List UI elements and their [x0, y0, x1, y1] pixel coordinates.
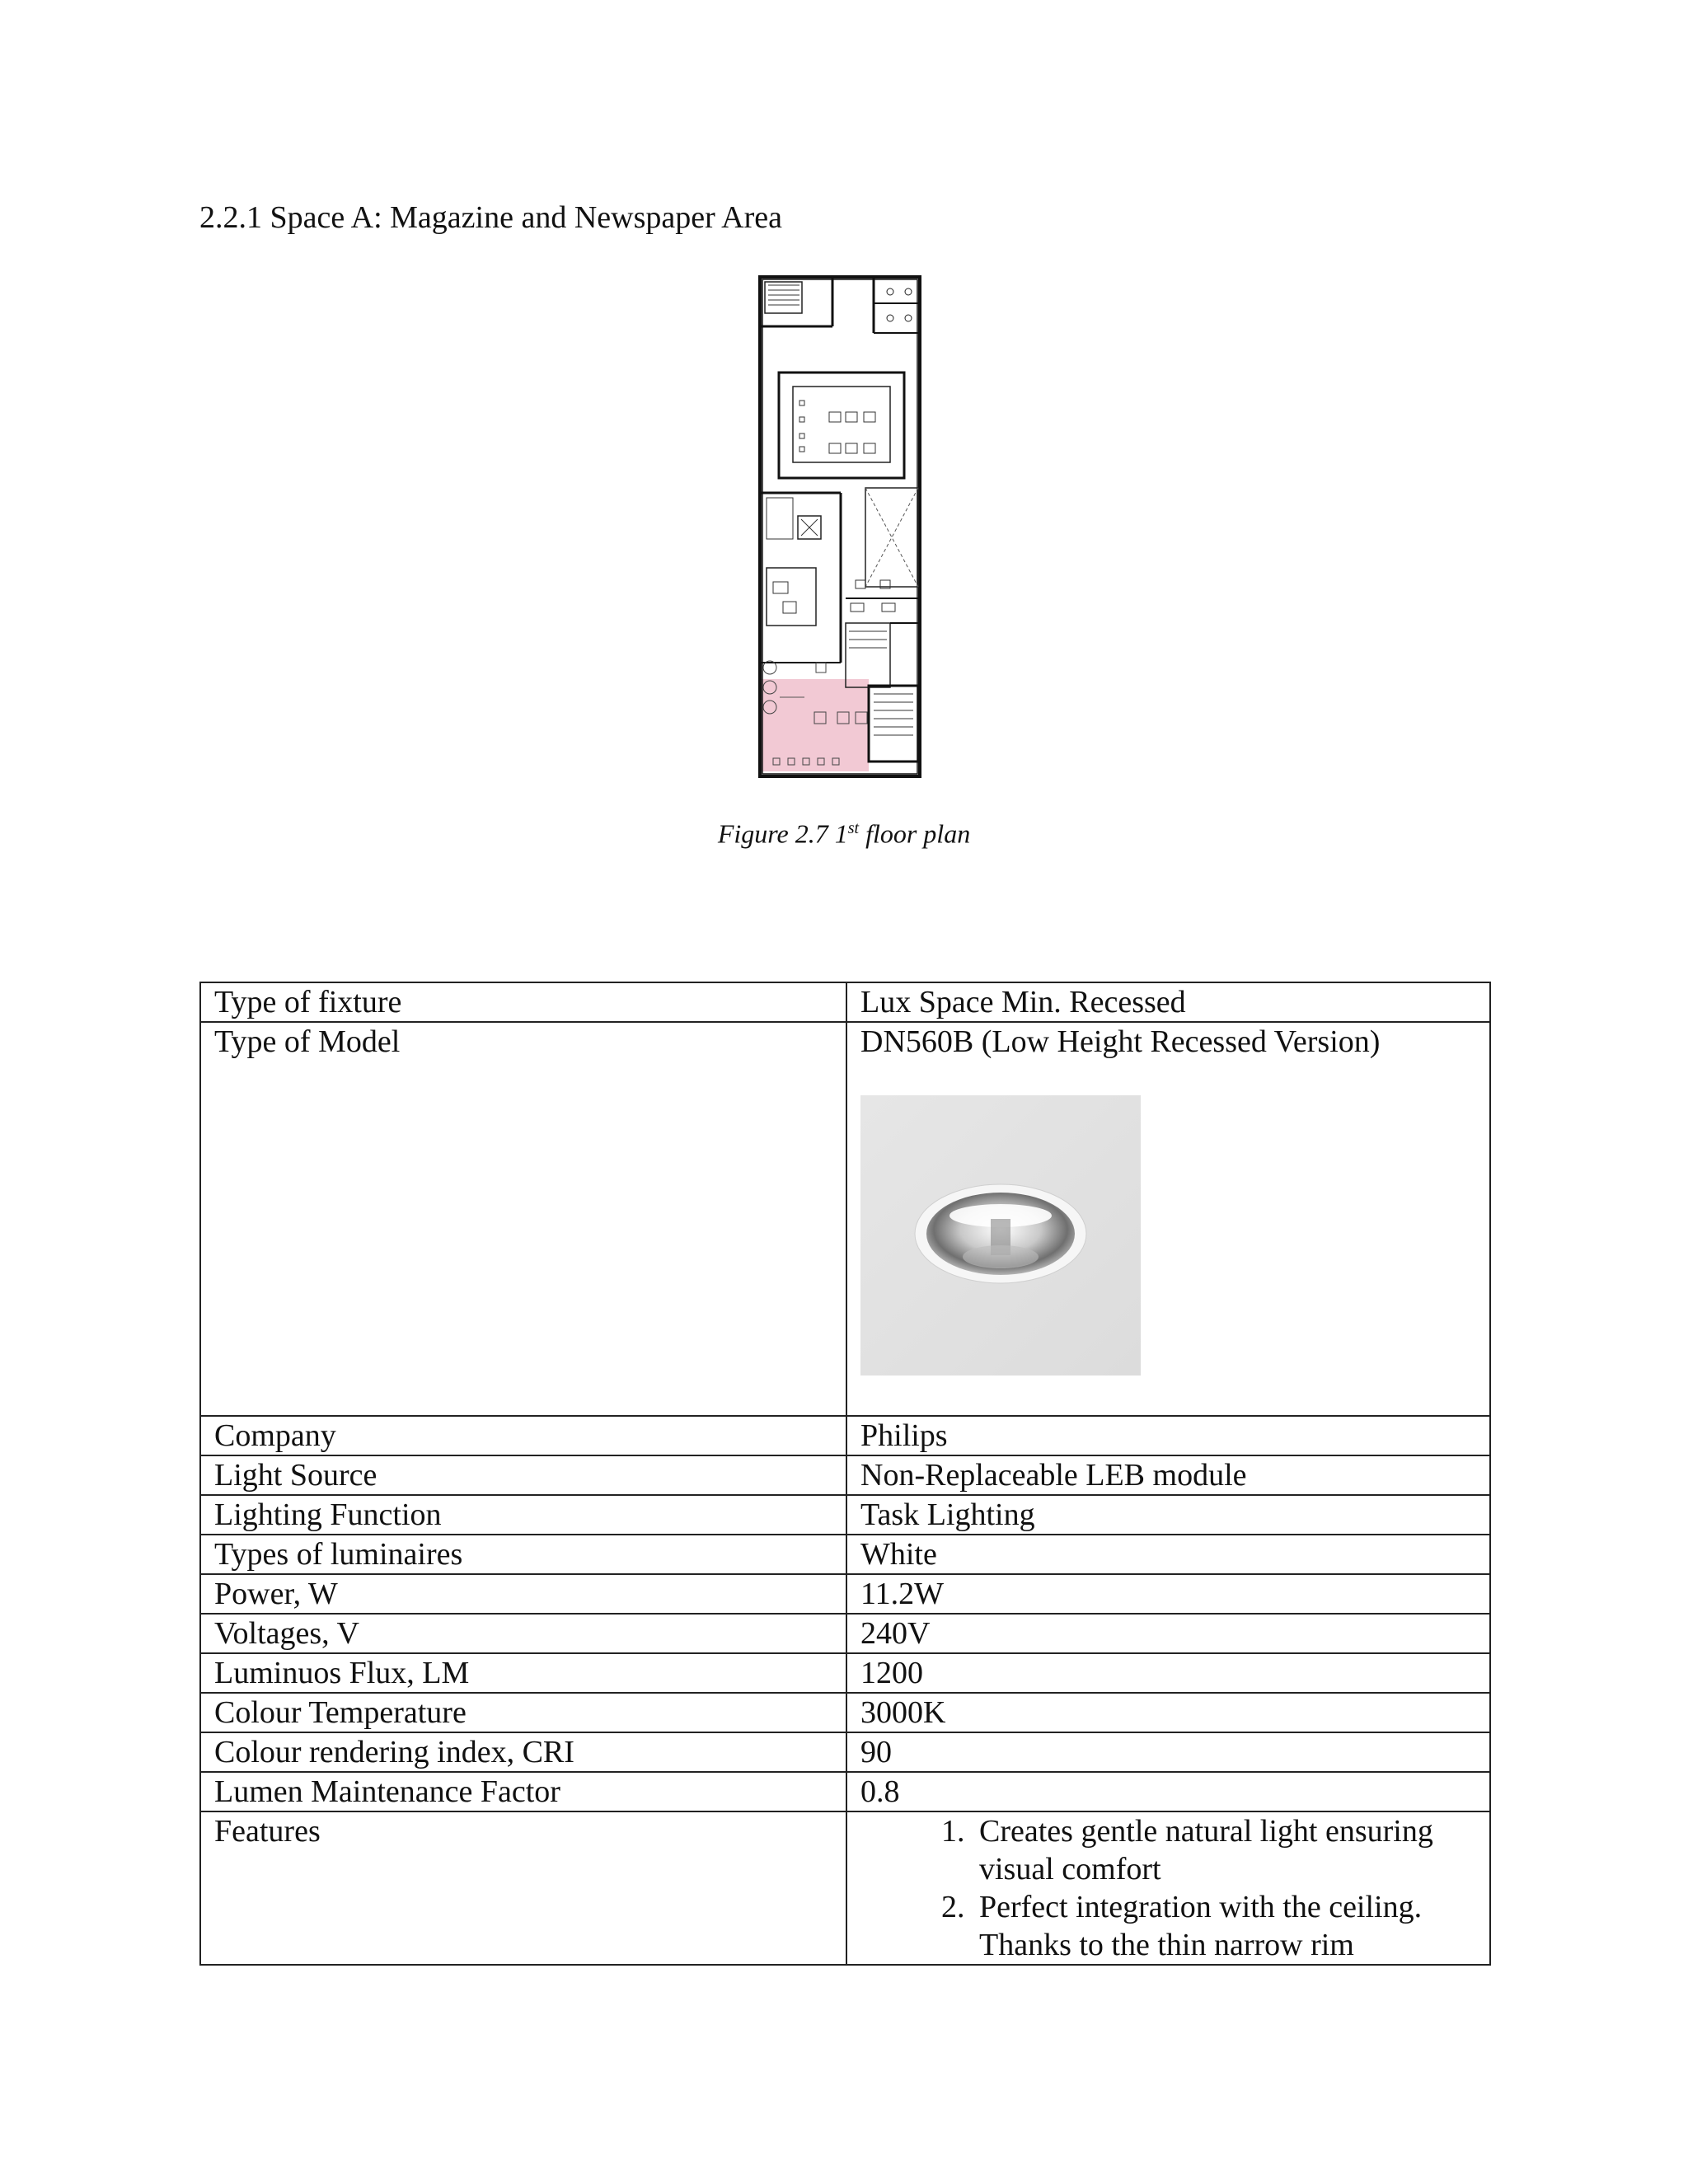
row-value: 3000K: [846, 1693, 1490, 1732]
row-value: 11.2W: [846, 1574, 1490, 1614]
features-list: [860, 1812, 1476, 1964]
floor-plan-figure: [758, 275, 921, 778]
row-value: Philips: [846, 1416, 1490, 1455]
table-row: [200, 1653, 1490, 1693]
row-label: Type of fixture: [200, 982, 846, 1022]
row-value: 90: [846, 1732, 1490, 1772]
luminaire-photo: [860, 1095, 1141, 1376]
table-row: [200, 1574, 1490, 1614]
row-value: White: [846, 1535, 1490, 1574]
table-row: [200, 1614, 1490, 1653]
row-label: Voltages, V: [200, 1614, 846, 1653]
row-value: Task Lighting: [846, 1495, 1490, 1535]
row-label: Company: [200, 1416, 846, 1455]
row-value: DN560B (Low Height Recessed Version): [860, 1024, 1381, 1059]
row-label: Types of luminaires: [200, 1535, 846, 1574]
table-row: [200, 982, 1490, 1022]
table-row: [200, 1732, 1490, 1772]
row-label: Light Source: [200, 1455, 846, 1495]
table-row: [200, 1811, 1490, 1965]
fixture-spec-table: [199, 982, 1491, 1966]
table-row: [200, 1693, 1490, 1732]
row-value: Lux Space Min. Recessed: [846, 982, 1490, 1022]
row-label: Type of Model: [200, 1022, 846, 1416]
figure-caption: Figure 2.7 1st floor plan: [717, 818, 971, 849]
section-heading: 2.2.1 Space A: Magazine and Newspaper Area: [199, 200, 782, 235]
row-value: 0.8: [846, 1772, 1490, 1811]
row-value: 240V: [846, 1614, 1490, 1653]
row-label: Features: [200, 1811, 846, 1965]
row-label: Colour rendering index, CRI: [200, 1732, 846, 1772]
floor-plan-drawing: [758, 275, 921, 778]
model-cell: [846, 1022, 1490, 1416]
row-label: Colour Temperature: [200, 1693, 846, 1732]
table-row: [200, 1416, 1490, 1455]
row-label: Lumen Maintenance Factor: [200, 1772, 846, 1811]
row-label: Luminuos Flux, LM: [200, 1653, 846, 1693]
row-value: 1200: [846, 1653, 1490, 1693]
table-row: [200, 1495, 1490, 1535]
highlight-area: [762, 679, 869, 771]
row-value: Non-Replaceable LEB module: [846, 1455, 1490, 1495]
row-label: Lighting Function: [200, 1495, 846, 1535]
table-row: [200, 1455, 1490, 1495]
list-item: 1. Creates gentle natural light ensuring visual comfort: [973, 1812, 1476, 1888]
row-label: Power, W: [200, 1574, 846, 1614]
list-item: 2. Perfect integration with the ceiling. Thanks to the thin narrow rim: [973, 1888, 1476, 1964]
table-row: [200, 1772, 1490, 1811]
features-cell: [846, 1811, 1490, 1965]
table-row: [200, 1022, 1490, 1416]
table-row: [200, 1535, 1490, 1574]
